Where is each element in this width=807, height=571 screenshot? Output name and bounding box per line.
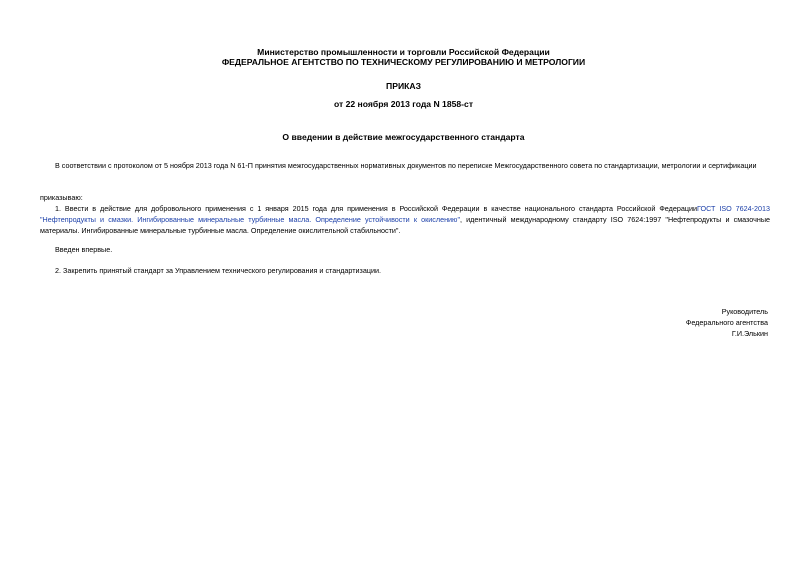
item1-text-prefix: 1. Ввести в действие для добровольного применения с 1 января 2015 года для применения в Российской Федерации в качестве национального стандарта Российской Федерации xyxy=(55,204,697,213)
order-date-number: от 22 ноября 2013 года N 1858-ст xyxy=(333,99,474,109)
order-word: приказываю: xyxy=(40,193,83,202)
ministry-title: Министерство промышленности и торговли Российской Федерации xyxy=(257,47,550,57)
signature-title-line2: Федерального агентства xyxy=(685,318,768,327)
order-subject: О введении в действие межгосударственного стандарта xyxy=(282,132,525,142)
preamble-paragraph: В соответствии с протоколом от 5 ноября 2013 года N 61-П принятия межгосударственных нормативных документов по переписке Межгосударственного совета по стандартизации, метрологии и сертификации xyxy=(55,161,757,170)
item2-paragraph: 2. Закрепить принятый стандарт за Управлением технического регулирования и стандартизации. xyxy=(55,266,381,275)
standard-link[interactable]: ГОСТ ISO 7624-2013 "Нефтепродукты и смазки. Ингибированные минеральные турбинные масла. Определение устойчивости к окислению" xyxy=(40,204,771,224)
agency-title: ФЕДЕРАЛЬНОЕ АГЕНТСТВО ПО ТЕХНИЧЕСКОМУ РЕГУЛИРОВАНИЮ И МЕТРОЛОГИИ xyxy=(221,57,586,67)
signature-title-line1: Руководитель xyxy=(721,307,768,316)
introduced-note: Введен впервые. xyxy=(55,245,113,254)
item1-paragraph xyxy=(40,203,770,236)
item1-text-suffix: , идентичный международному стандарту ISO 7624:1997 "Нефтепродукты и смазочные материалы. Ингибированные минеральные турбинные масла. Определение окислительной стабильности". xyxy=(40,215,770,235)
signature-name: Г.И.Элькин xyxy=(731,329,768,338)
doc-type-heading: ПРИКАЗ xyxy=(386,81,421,91)
